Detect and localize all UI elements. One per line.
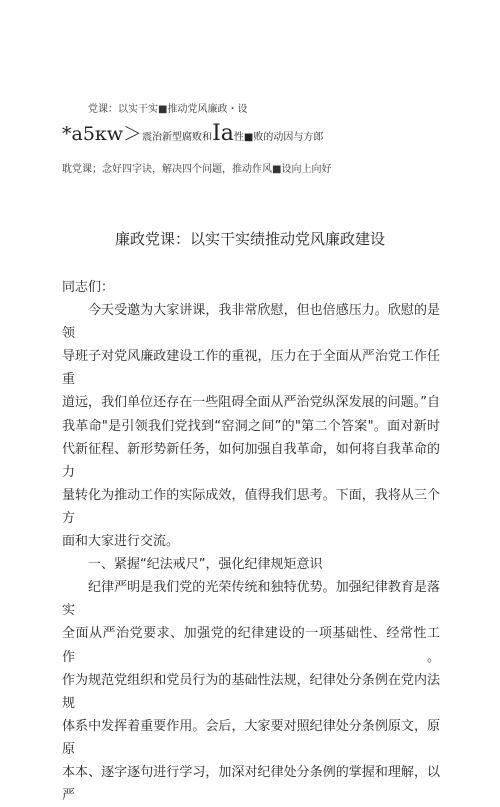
header-line-1: 党课：以实干实■推动党风廉政・设 <box>88 104 248 115</box>
text-line: 道远，我们单位还存在一些阻碍全面从严治党纵深发展的问题。”自 <box>62 395 440 411</box>
text-line: 作为规范党组织和党员行为的基础性法规，纪律处分条例在党内法规 <box>62 672 440 711</box>
text-line: 导班子对党风廉政建设工作的重视，压力在于全面从严治党工作任重 <box>62 349 440 388</box>
section-heading: 一、紧握“纪法戒尺”，强化纪律规矩意识 <box>88 557 323 573</box>
text-line: 本本、逐字逐句进行学习，加深对纪律处分条例的掌握和理解，以严 <box>62 764 440 804</box>
document-body <box>62 276 440 807</box>
document-title: 廉政党课：以实干实绩推动党风廉政建设 <box>114 230 385 248</box>
text-line: 面和大家进行交流。 <box>62 534 180 550</box>
text-line: 纪律严明是我们党的光荣传统和独特优势。加强纪律教育是落实 <box>62 580 440 619</box>
text-line: 全面从严治党要求、加强党的纪律建设的一项基础性、经常性工作。 <box>62 626 440 665</box>
text-line: 量转化为推动工作的实际成效，值得我们思考。下面，我将从三个方 <box>62 487 440 526</box>
header-line-2-text-b: 性■败的动因与方郎 <box>233 132 324 143</box>
header-line-3: 耽党课；念好四字诀，解决四个问题，推动作风■设向上向好 <box>62 164 332 175</box>
text-line: 我革命"是引领我们党找到“窑洞之间”的"第二个答案"。面对新时 <box>62 418 440 434</box>
header-line-2-garbled: *a5кw＞ <box>62 123 143 145</box>
header-line-2 <box>62 119 323 146</box>
text-line: 体系中发挥着重要作用。会后，大家要对照纪律处分条例原文，原原 <box>62 718 440 757</box>
header-line-2-text-a: 震治新型腐败和 <box>142 132 213 143</box>
text-line: 今天受邀为大家讲课，我非常欣慰，但也倍感压力。欣慰的是领 <box>62 303 440 342</box>
header-line-2-garbled-b: Ia <box>212 121 234 146</box>
salutation: 同志们： <box>62 280 115 295</box>
text-line: 代新征程、新形势新任务，如何加强自我革命，如何将自我革命的力 <box>62 441 440 480</box>
